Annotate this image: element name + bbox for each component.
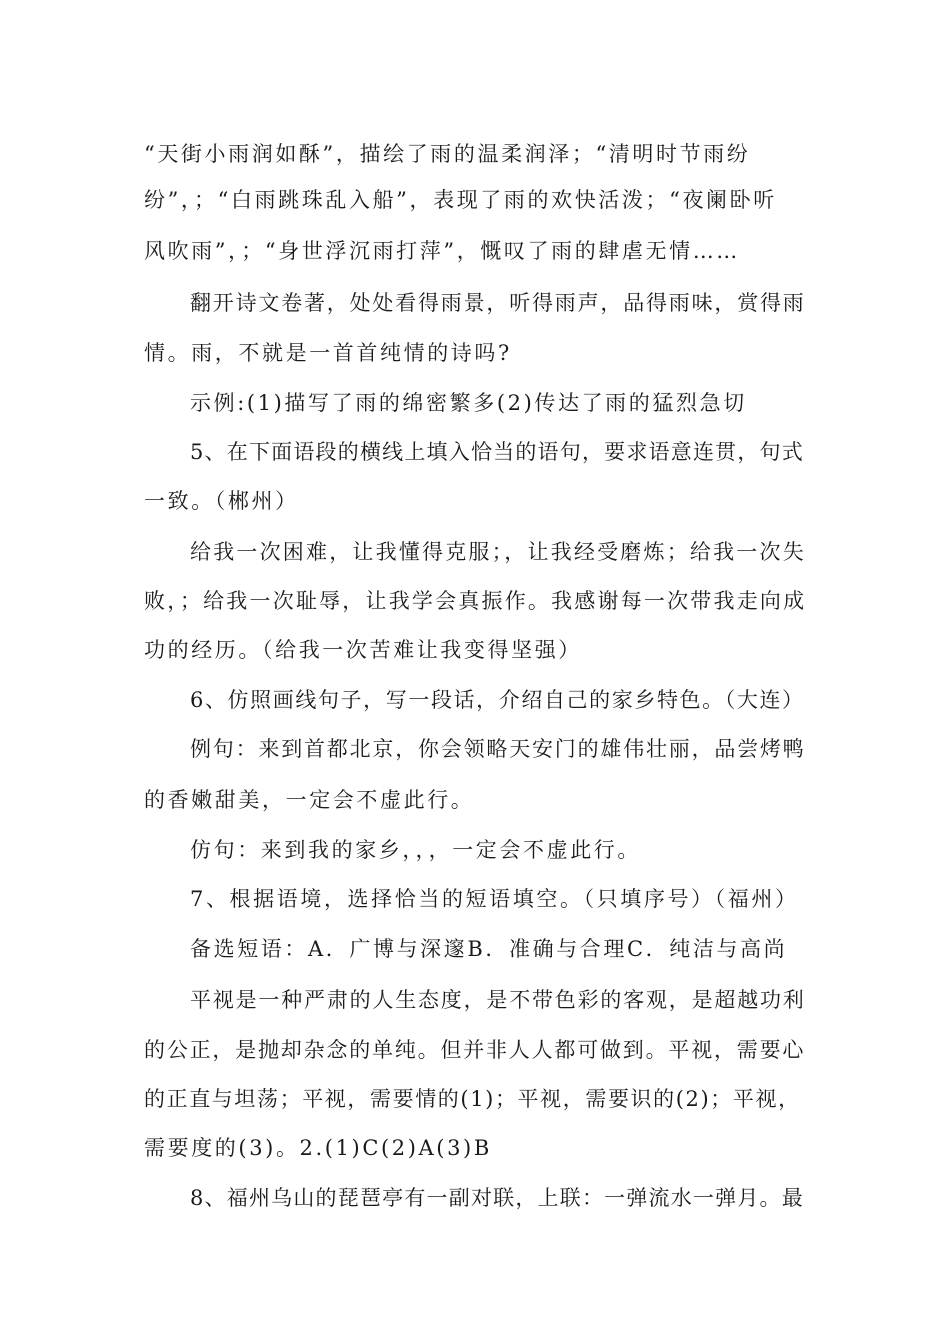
text-line: 功的经历。（给我一次苦难让我变得坚强） xyxy=(144,638,582,662)
text-line: 7、根据语境，选择恰当的短语填空。（只填序号）（福州） xyxy=(190,887,799,911)
text-line: 5、在下面语段的横线上填入恰当的语句，要求语意连贯，句式 xyxy=(190,440,804,464)
text-line: 平视是一种严肃的人生态度，是不带色彩的客观，是超越功利 xyxy=(190,988,806,1012)
text-line: 情。雨，不就是一首首纯情的诗吗? xyxy=(144,341,512,365)
text-line: 纷”，；“白雨跳珠乱入船”，表现了雨的欢快活泼；“夜阑卧听 xyxy=(144,188,777,212)
text-line: 风吹雨”，；“身世浮沉雨打萍”，慨叹了雨的肆虐无情…… xyxy=(144,239,740,263)
text-line: “天街小雨润如酥”，描绘了雨的温柔润泽；“清明时节雨纷 xyxy=(144,142,751,166)
text-line: 例句：来到首都北京，你会领略天安门的雄伟壮丽，品尝烤鸭 xyxy=(190,737,806,761)
text-line: 的正直与坦荡；平视，需要情的(1)；平视，需要识的(2)；平视， xyxy=(144,1087,801,1111)
text-line: 的香嫩甜美，一定会不虚此行。 xyxy=(144,788,475,812)
text-line: 示例:(1)描写了雨的绵密繁多(2)传达了雨的猛烈急切 xyxy=(190,391,747,415)
text-line: 8、福州乌山的琵琶亭有一副对联，上联：一弹流水一弹月。最 xyxy=(190,1186,804,1210)
text-line: 给我一次困难，让我懂得克服；，让我经受磨炼；给我一次失 xyxy=(190,540,806,564)
text-line: 的公正，是抛却杂念的单纯。但并非人人都可做到。平视，需要心 xyxy=(144,1038,806,1062)
text-line: 仿句：来到我的家乡，，，一定会不虚此行。 xyxy=(190,838,641,862)
text-line: 翻开诗文卷著，处处看得雨景，听得雨声，品得雨味，赏得雨 xyxy=(190,291,806,315)
text-line: 一致。（郴州） xyxy=(144,489,299,513)
text-line: 备选短语：A．广博与深邃B．准确与合理C．纯洁与高尚 xyxy=(190,937,788,961)
text-line: 败，；给我一次耻辱，让我学会真振作。我感谢每一次带我走向成 xyxy=(144,589,807,613)
text-line: 6、仿照画线句子，写一段话，介绍自己的家乡特色。（大连） xyxy=(190,688,805,712)
text-line: 需要度的(3)。2.(1)C(2)A(3)B xyxy=(144,1136,492,1160)
